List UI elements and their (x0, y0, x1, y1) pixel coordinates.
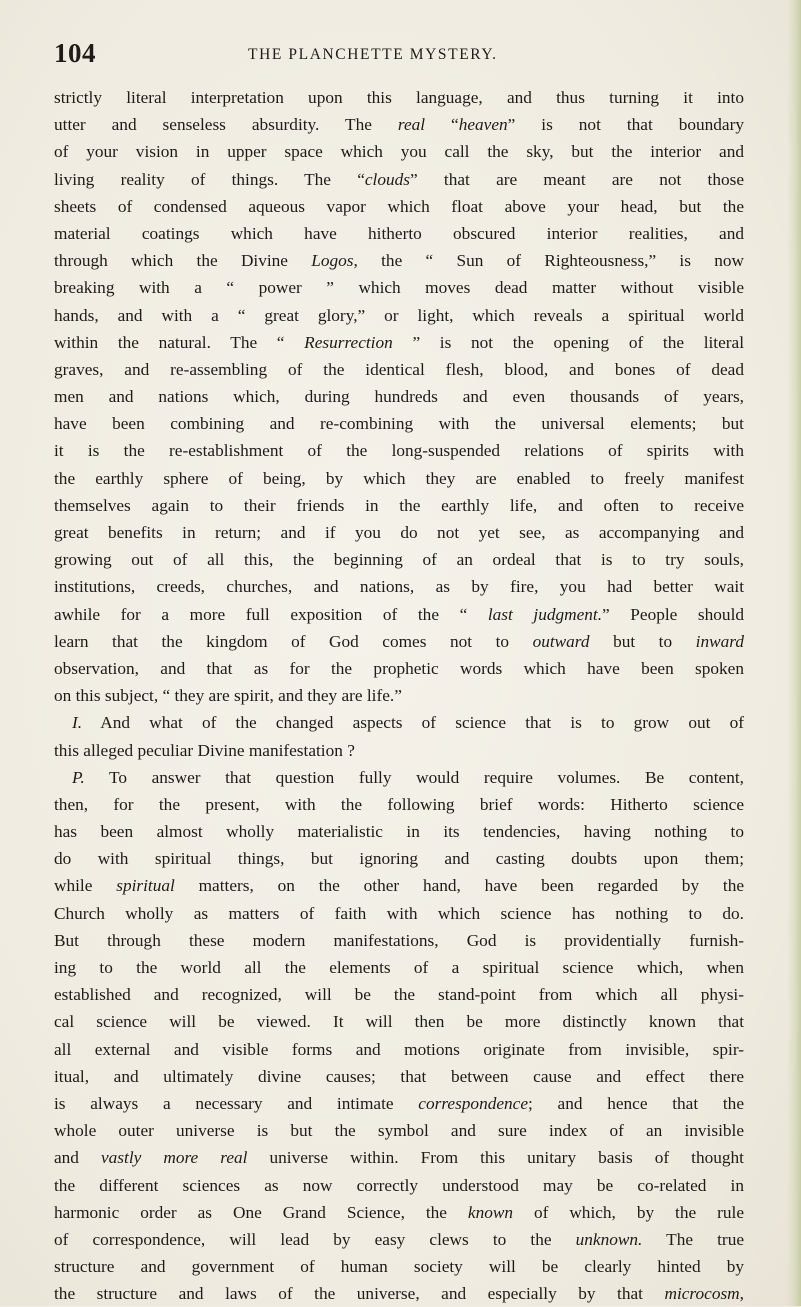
text-line (54, 872, 744, 899)
text-segment: do with spiritual things, but ignoring and casting doubts upon them; (54, 849, 744, 869)
text-line (54, 1199, 744, 1226)
text-segment: learn that the kingdom of God comes not to (54, 631, 533, 651)
text-segment: ” is not the opening of the literal (392, 332, 744, 352)
text-line (54, 329, 744, 356)
text-line (54, 519, 744, 546)
text-segment: breaking with a “ power ” which moves dead matter without visible (54, 278, 744, 298)
text-line (54, 383, 744, 410)
text-segment: established and recognized, will be the stand-point from which all physi- (54, 985, 744, 1005)
text-line (54, 111, 744, 138)
text-segment: institutions, creeds, churches, and nations, as by fire, you had better wait (54, 577, 744, 597)
text-segment: while (54, 876, 117, 896)
text-line (54, 220, 744, 247)
text-segment: great benefits in return; and if you do not yet see, as accompanying and (54, 523, 744, 542)
text-segment: of your vision in upper space which you call the sky, but the interior and (54, 142, 744, 162)
text-line (54, 1036, 744, 1063)
text-segment: the structure and laws of the universe, and especially by that (54, 1284, 665, 1304)
text-segment: the different sciences as now correctly understood may be co-related in (54, 1175, 744, 1195)
text-line (54, 628, 744, 655)
italic-text: inward (695, 631, 744, 651)
text-segment: “ (425, 115, 459, 135)
text-line (54, 682, 744, 709)
text-segment: And what of the changed aspects of science that is to grow out of (82, 713, 744, 733)
text-line (54, 193, 744, 220)
text-segment: structure and government of human society will be clearly hinted by (54, 1257, 744, 1277)
text-segment: hands, and with a “ great glory,” or light, which reveals a spiritual world (54, 305, 744, 325)
italic-text: outward (532, 631, 590, 651)
text-segment: awhile for a more full exposition of the “ (54, 604, 488, 624)
text-line (54, 247, 744, 274)
text-segment: matters, on the other hand, have been regarded by the (174, 876, 744, 896)
text-segment: whole outer universe is but the symbol and sure index of an invisible (54, 1121, 744, 1141)
text-line (54, 1008, 744, 1035)
text-line (54, 954, 744, 981)
text-line (54, 465, 744, 492)
page-edge-shading (787, 0, 801, 1306)
text-line (54, 900, 744, 927)
text-line (54, 1117, 744, 1144)
text-segment: living reality of things. The “ (54, 169, 365, 189)
italic-text: microcosm (664, 1284, 740, 1304)
text-line (54, 1253, 744, 1280)
text-segment: universe within. From this unitary basis of thought (247, 1148, 744, 1168)
text-line (54, 709, 744, 736)
text-segment: graves, and re-assembling of the identical flesh, blood, and bones of dead (54, 359, 744, 379)
text-segment: on this subject, “ they are spirit, and they are life.” (54, 686, 402, 706)
italic-text: correspondence (418, 1093, 529, 1113)
text-segment: utter and senseless absurdity. The (54, 115, 398, 135)
text-line (54, 818, 744, 845)
text-line (54, 845, 744, 872)
text-segment: it is the re-establishment of the long-suspended relations of spirits with (54, 441, 744, 461)
italic-text: known (467, 1202, 514, 1222)
text-segment: through which the Divine (54, 251, 312, 271)
text-line (54, 274, 744, 301)
text-segment: is always a necessary and intimate (54, 1093, 419, 1113)
italic-text: I. (72, 713, 83, 733)
text-line (54, 1144, 744, 1171)
text-segment: men and nations which, during hundreds and even thousands of years, (54, 387, 744, 407)
text-segment: But through these modern manifestations, God is providentially furnish- (54, 930, 744, 950)
text-line (54, 546, 744, 573)
page-number: 104 (54, 38, 96, 68)
text-segment: cal science will be viewed. It will then be more distinctly known that (54, 1012, 744, 1032)
text-segment: ” is not that boundary (507, 115, 744, 135)
italic-text: clouds (364, 169, 410, 189)
text-line (54, 1172, 744, 1199)
text-line (54, 166, 744, 193)
text-segment: , (739, 1284, 744, 1304)
text-line (54, 492, 744, 519)
text-line (54, 437, 744, 464)
text-segment: of which, by the rule (513, 1202, 744, 1222)
text-segment: ing to the world all the elements of a spiritual science which, when (54, 958, 744, 977)
text-segment: To answer that question fully would require volumes. Be content, (84, 767, 744, 787)
text-segment: but to (589, 631, 696, 651)
text-segment: growing out of all this, the beginning of an ordeal that is to try souls, (54, 550, 744, 570)
running-head: THE PLANCHETTE MYSTERY. (248, 46, 498, 63)
text-segment: of correspondence, will lead by easy clews to the (54, 1229, 576, 1249)
text-line (54, 927, 744, 954)
text-line (54, 764, 744, 791)
text-segment: ; and hence that the (528, 1093, 744, 1113)
text-segment: The true (642, 1229, 744, 1249)
text-segment: sheets of condensed aqueous vapor which float above your head, but the (54, 196, 744, 216)
text-segment: and (54, 1148, 101, 1168)
text-segment: within the natural. The “ (54, 332, 305, 352)
italic-text: Resurrection (304, 332, 393, 352)
text-line (54, 573, 744, 600)
text-line (54, 410, 744, 437)
text-line (54, 138, 744, 165)
italic-text: vastly more real (101, 1148, 248, 1168)
text-line (54, 601, 744, 628)
text-segment: this alleged peculiar Divine manifestation ? (54, 740, 355, 760)
text-line (54, 981, 744, 1008)
italic-text: real (397, 115, 426, 135)
text-segment: then, for the present, with the following brief words: Hitherto science (54, 794, 744, 814)
text-segment: ” that are meant are not those (410, 169, 744, 189)
text-line (54, 1063, 744, 1090)
text-segment: , the “ Sun of Righteousness,” is now (353, 251, 744, 271)
text-line (54, 737, 744, 764)
italic-text: last judgment. (487, 604, 603, 624)
text-line (54, 1090, 744, 1117)
text-line (54, 356, 744, 383)
text-line (54, 1280, 744, 1307)
text-segment: have been combining and re-combining with the universal elements; but (54, 414, 744, 434)
text-segment: strictly literal interpretation upon this language, and thus turning it into (54, 88, 744, 107)
italic-text: spiritual (116, 876, 175, 896)
text-segment: has been almost wholly materialistic in its tendencies, having nothing to (54, 822, 744, 842)
text-line (54, 655, 744, 682)
text-segment: harmonic order as One Grand Science, the (54, 1202, 468, 1222)
page-header (54, 38, 744, 74)
text-line (54, 791, 744, 818)
italic-text: P. (72, 767, 85, 787)
text-line (54, 84, 744, 111)
italic-text: heaven (458, 115, 508, 135)
text-segment: all external and visible forms and motions originate from invisible, spir- (54, 1039, 744, 1059)
italic-text: unknown. (575, 1229, 643, 1249)
text-segment: the earthly sphere of being, by which they are enabled to freely manifest (54, 468, 744, 488)
text-line (54, 1226, 744, 1253)
text-segment: material coatings which have hitherto obscured interior realities, and (54, 223, 744, 243)
body-text (54, 84, 744, 1307)
text-line (54, 302, 744, 329)
italic-text: Logos (311, 251, 354, 271)
text-segment: Church wholly as matters of faith with which science has nothing to do. (54, 903, 744, 923)
text-segment: ” People should (602, 604, 744, 624)
text-segment: themselves again to their friends in the earthly life, and often to receive (54, 495, 744, 515)
text-segment: itual, and ultimately divine causes; that between cause and effect there (54, 1066, 744, 1086)
text-segment: observation, and that as for the prophetic words which have been spoken (54, 658, 744, 678)
